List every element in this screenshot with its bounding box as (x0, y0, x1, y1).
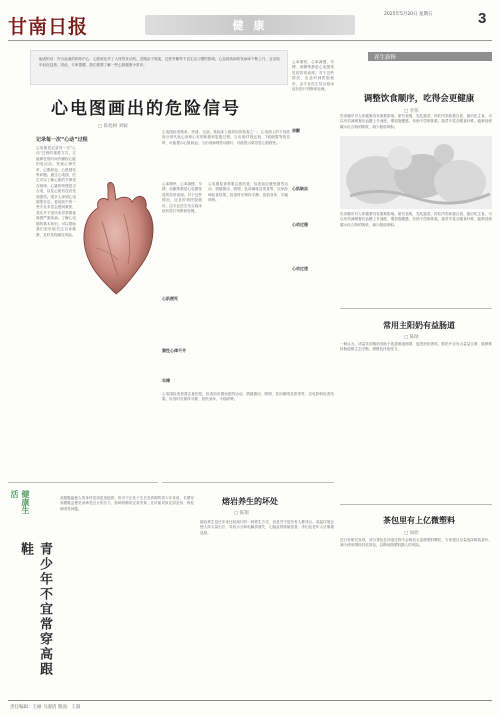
heart-icon (78, 178, 160, 296)
main-byline: □ 陈旭树 刘颖 (98, 124, 128, 129)
left-bottom-text: 高跟鞋能使人的身材显得更加挺拔，但对于正处于生长发育期的青少年来说，长期穿高跟鞋会使足部承受过大的压力，影响骨骼的正常发育，还可能导致足部变形、脊柱侧弯等问题。 (60, 496, 194, 511)
main-text-col-3: 心率增快、心率减慢、早搏、房颤等都是心电图常见的异常表现。对于这些情况，应及时到医院就诊，由专业医生结合临床症状进行判断和处理。 (162, 182, 202, 214)
label-heart-1: 心肌梗死 (162, 296, 178, 301)
right-bottom-byline: □ 如欣 (404, 531, 419, 536)
right-mid-byline: □ 陈绿 (404, 335, 419, 340)
heart-illustration (78, 178, 160, 296)
page-number: 3 (478, 10, 487, 27)
health-life-label: 健康生活 (10, 490, 30, 514)
footer-editors: 责任编辑：王丽 马淑清 版面：王淑 (10, 705, 81, 710)
health-banner (368, 52, 492, 61)
mid-bottom-byline: □ 陈翔 (234, 511, 249, 516)
right-mid-text: 一般认为，适量饮用酸奶有助于改善肠道菌群，促进消化吸收。酸奶中含有大量益生菌，能够维持肠道微生态平衡，增强机体免疫力。 (340, 342, 492, 352)
label-heart-3: 早搏 (162, 378, 170, 383)
main-text-col-1: 心电图是记录每一次“心动”过程的重要方式。它能够在短时间内捕捉心脏的电活动，发现心律失常、心肌缺血、心肌梗死等问题。通过心电图，医生可以了解心脏的节律是否规律，心跳的快慢是否合适，以及心脏有没有受到损伤。很多人拿到心电图报告后，看到其中的一些专业术语会感到紧张，其实并不是所有异常都意味着严重疾病。了解心电图的基本知识，可以帮助我们更好地关注自身健康，及时发现潜在风险。 (36, 146, 76, 237)
intro-box (30, 50, 288, 85)
fruit-photo (340, 136, 492, 209)
top-rule (8, 40, 492, 41)
left-vertical-title: 青少年不宜常穿高跟鞋 (18, 542, 52, 677)
main-text-col-2: 心电图检查简单、快速、无创，是临床上最常用的检查之一。心电图上的不同波形分别代表心房和心室的除极和复极过程。当出现ST段压低、T波倒置等改变时，可能提示心肌缺血；当出现病理性Q波时，可能提示陈旧性心肌梗死。 (162, 130, 290, 145)
divider-right-1 (340, 308, 492, 309)
divider-right-2 (340, 504, 492, 505)
issue-date: 2025年5月20日 星期五 (384, 12, 433, 17)
right-mid-title: 常用主阳奶有益肠道 (383, 320, 455, 330)
section-banner (145, 15, 355, 35)
main-headline: 心电图画出的危险信号 (51, 99, 241, 119)
divider-mid (162, 482, 334, 483)
health-banner-label: 养生新释 (374, 55, 397, 61)
section-name: 健 康 (232, 19, 268, 32)
right-top-byline: □ 李伟 (404, 109, 419, 114)
right-top-text-a: 饮食顺序对人体健康具有重要影响。研究表明，先吃蔬菜、再吃肉类和蛋白质、最后吃主食，可以有效减缓餐后血糖上升速度，增加饱腹感，有助于控制体重。蔬菜中富含膳食纤维，能够延缓碳水化合物的吸收，减少脂肪堆积。 (340, 114, 492, 129)
label-heart-2: 窦性心律不齐 (162, 348, 186, 353)
right-narrow-col: 心率增快、心率减慢、早搏、房颤等都是心电图常见的异常表现。对于这些情况，应及时到医院就诊，由专业医生结合临床症状进行判断和处理。 (292, 60, 334, 92)
right-bottom-title: 茶包里有上亿微塑料 (383, 515, 455, 525)
intro-text: 编者的话：作为血液的供给中心，心脏被比作了人体的发动机。近期由于熬夜、过度劳累等不良生活习惯的影响，心血管疾病的发病率不断上升，且呈现年轻化趋势。因此，专家提醒，我们需要了解一些心脏健康小常识。 (39, 57, 280, 67)
newspaper-logo: 甘南日报 (8, 16, 89, 38)
right-top-text-b: 饮食顺序对人体健康具有重要影响。研究表明，先吃蔬菜、再吃肉类和蛋白质、最后吃主食，可以有效减缓餐后血糖上升速度，增加饱腹感，有助于控制体重。蔬菜中富含膳食纤维，能够延缓碳水化合物的吸收，减少脂肪堆积。 (340, 212, 492, 227)
label-heart-5: 心肌缺血 (292, 186, 308, 191)
main-text-col-4: 心电图检查需要注意的是，检查前应避免剧烈运动、情绪激动、吸烟、饮用咖啡及浓茶等，以免影响检查结果。检查时应保持平静，放松身体，平稳呼吸。 (208, 182, 288, 203)
page-footer (8, 700, 492, 712)
right-top-title: 调整饮食顺序，吃得会更健康 (363, 94, 475, 104)
label-heart-6: 心动过缓 (292, 222, 308, 227)
mid-bottom-text: 熔岩养生是近年来比较流行的一种养生方式，但是并不是所有人都适合。高温环境会使人体大量出汗，导致水分和电解质流失，心脑血管疾病患者、孕妇及老年人应慎重选择。 (200, 520, 334, 535)
right-bottom-text: 近日有研究发现，部分茶包在冲泡过程中会释放大量微塑料颗粒。专家建议尽量选择散装茶叶，减少使用塑料材质茶包，以降低微塑料摄入的风险。 (340, 538, 492, 548)
main-subhead: 记录每一次“心动”过程 (36, 137, 88, 143)
label-heart-7: 心动过速 (292, 266, 308, 271)
mid-bottom-title: 熔岩养生的坏处 (222, 496, 278, 506)
masthead (0, 0, 500, 50)
label-heart-4: 房颤 (292, 128, 300, 133)
main-text-lower: 心电图检查需要注意的是，检查前应避免剧烈运动、情绪激动、吸烟、饮用咖啡及浓茶等，以免影响检查结果。检查时应保持平静，放松身体，平稳呼吸。 (162, 392, 334, 402)
health-life-tag (7, 490, 29, 518)
divider-left (8, 482, 158, 483)
